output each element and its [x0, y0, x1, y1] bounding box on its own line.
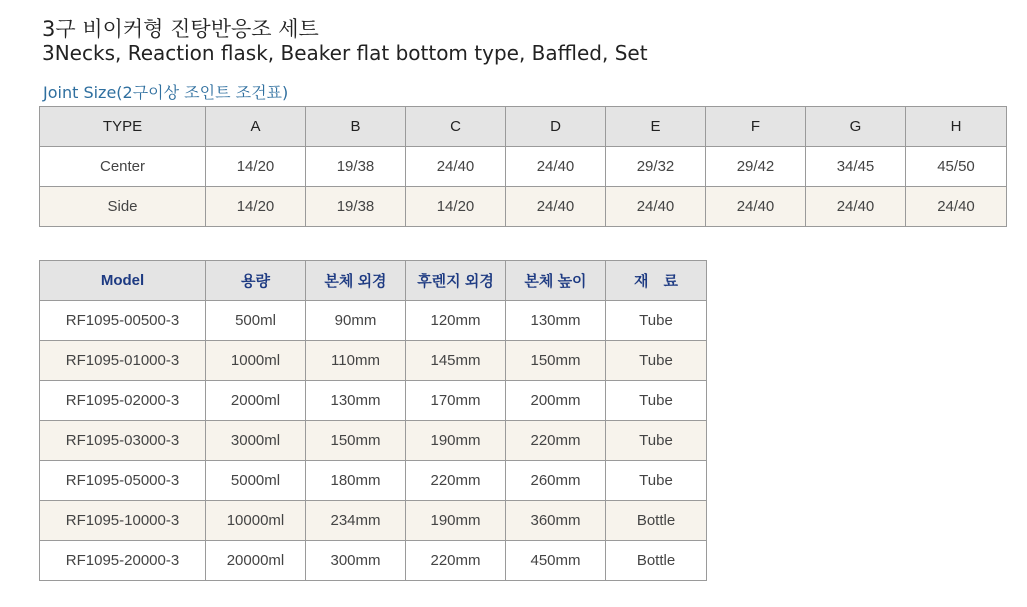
model-row	[40, 541, 707, 581]
joint-cell: 24/40	[806, 187, 906, 227]
model-cell: 300mm	[306, 541, 406, 581]
model-cell: RF1095-00500-3	[40, 301, 206, 341]
model-header-cell: 본체 높이	[506, 261, 606, 301]
joint-cell: 19/38	[306, 187, 406, 227]
model-cell: 190mm	[406, 421, 506, 461]
joint-cell: 34/45	[806, 147, 906, 187]
model-cell: 110mm	[306, 341, 406, 381]
page-title-english: 3Necks, Reaction flask, Beaker flat bottom type, Baffled, Set	[42, 41, 648, 65]
model-cell: Bottle	[606, 541, 707, 581]
model-row	[40, 501, 707, 541]
model-cell: 150mm	[306, 421, 406, 461]
model-cell: 260mm	[506, 461, 606, 501]
joint-cell: 29/32	[606, 147, 706, 187]
joint-cell: 24/40	[406, 147, 506, 187]
joint-header-cell: F	[706, 107, 806, 147]
model-cell: 360mm	[506, 501, 606, 541]
model-cell: Tube	[606, 461, 707, 501]
joint-cell: 45/50	[906, 147, 1007, 187]
model-cell: 220mm	[506, 421, 606, 461]
model-row	[40, 421, 707, 461]
model-cell: 145mm	[406, 341, 506, 381]
model-cell: RF1095-05000-3	[40, 461, 206, 501]
model-cell: 10000ml	[206, 501, 306, 541]
model-row	[40, 301, 707, 341]
model-cell: 200mm	[506, 381, 606, 421]
joint-header-cell: A	[206, 107, 306, 147]
model-cell: RF1095-03000-3	[40, 421, 206, 461]
joint-cell: 19/38	[306, 147, 406, 187]
joint-row-side	[40, 187, 1007, 227]
joint-cell: 14/20	[406, 187, 506, 227]
model-header-row	[40, 261, 707, 301]
joint-cell: 24/40	[706, 187, 806, 227]
joint-header-cell: H	[906, 107, 1007, 147]
model-cell: Tube	[606, 341, 707, 381]
joint-cell: 29/42	[706, 147, 806, 187]
joint-cell: 14/20	[206, 187, 306, 227]
model-cell: 130mm	[306, 381, 406, 421]
model-cell: 180mm	[306, 461, 406, 501]
model-cell: 5000ml	[206, 461, 306, 501]
model-header-cell: 본체 외경	[306, 261, 406, 301]
model-cell: RF1095-20000-3	[40, 541, 206, 581]
joint-size-caption: Joint Size(2구이상 조인트 조건표)	[43, 83, 289, 102]
model-header-cell: 용량	[206, 261, 306, 301]
model-header-cell: 재 료	[606, 261, 707, 301]
joint-header-cell: B	[306, 107, 406, 147]
model-cell: Tube	[606, 301, 707, 341]
model-cell: Tube	[606, 381, 707, 421]
model-header-cell: Model	[40, 261, 206, 301]
model-cell: 190mm	[406, 501, 506, 541]
model-cell: 130mm	[506, 301, 606, 341]
joint-size-table	[39, 106, 1007, 227]
model-cell: RF1095-10000-3	[40, 501, 206, 541]
joint-header-cell: E	[606, 107, 706, 147]
joint-header-cell: D	[506, 107, 606, 147]
model-cell: RF1095-02000-3	[40, 381, 206, 421]
model-cell: 220mm	[406, 461, 506, 501]
joint-header-cell: TYPE	[40, 107, 206, 147]
model-cell: 220mm	[406, 541, 506, 581]
model-cell: 3000ml	[206, 421, 306, 461]
model-cell: 150mm	[506, 341, 606, 381]
joint-cell: 24/40	[506, 187, 606, 227]
model-cell: Tube	[606, 421, 707, 461]
model-cell: 234mm	[306, 501, 406, 541]
joint-cell: Side	[40, 187, 206, 227]
model-header-cell: 후렌지 외경	[406, 261, 506, 301]
model-row	[40, 461, 707, 501]
page-title-korean: 3구 비이커형 진탕반응조 세트	[42, 17, 319, 41]
joint-row-center	[40, 147, 1007, 187]
joint-cell: 24/40	[606, 187, 706, 227]
joint-cell: 24/40	[906, 187, 1007, 227]
joint-header-row	[40, 107, 1007, 147]
joint-cell: 14/20	[206, 147, 306, 187]
model-cell: 2000ml	[206, 381, 306, 421]
joint-cell: 24/40	[506, 147, 606, 187]
model-cell: 20000ml	[206, 541, 306, 581]
model-cell: 500ml	[206, 301, 306, 341]
model-cell: 90mm	[306, 301, 406, 341]
model-cell: 450mm	[506, 541, 606, 581]
joint-cell: Center	[40, 147, 206, 187]
model-row	[40, 341, 707, 381]
model-cell: Bottle	[606, 501, 707, 541]
model-cell: 120mm	[406, 301, 506, 341]
model-row	[40, 381, 707, 421]
model-cell: 170mm	[406, 381, 506, 421]
joint-header-cell: C	[406, 107, 506, 147]
model-spec-table	[39, 260, 707, 581]
joint-header-cell: G	[806, 107, 906, 147]
model-cell: RF1095-01000-3	[40, 341, 206, 381]
model-cell: 1000ml	[206, 341, 306, 381]
